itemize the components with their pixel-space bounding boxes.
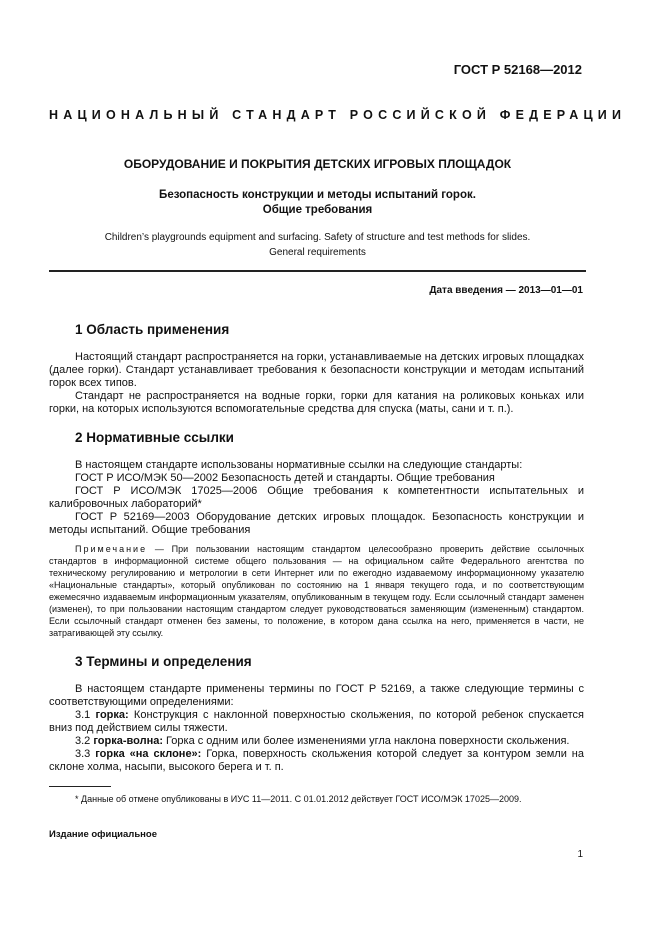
english-title [49,230,586,260]
title-divider [49,270,586,272]
term-3-1-number: 3.1 [75,709,91,721]
document-code: ГОСТ Р 52168—2012 [453,62,582,77]
section-3-heading: 3 Термины и определения [75,654,252,669]
term-3-3-definition: Горка, поверхность скольжения которой следует за контуром земли на склоне холма, насыпи, высокого берега и т. п. [49,748,584,773]
section-2-paragraph-1: В настоящем стандарте использованы нормативные ссылки на следующие стандарты: [75,459,523,471]
english-title-line-1: Children’s playgrounds equipment and surfacing. Safety of structure and test methods for slides. [104,232,531,243]
document-subtitle [49,188,586,218]
normative-reference-1: ГОСТ Р ИСО/МЭК 50—2002 Безопасность детей и стандарты. Общие требования [75,472,495,484]
note-text: — При пользовании настоящим стандартом целесообразно проверить действие ссылочных стандартов в информационной системе общего пользования — на официальном сайте Федерального агентства по техническому регулированию и метрологии в сети Интернет или по ежегодно издаваемому информационному указателю «Национальные стандарты», который опубликован по состоянию на 1 января текущего года, и по соответствующим ежемесячно издаваемым информационным указателям, опубликованным в текущем году. Если ссылочный стандарт заменен (изменен), то при пользовании настоящим стандартом следует руководствоваться заменяющим (измененным) стандартом. Если ссылочный стандарт отменен без замены, то положение, в котором дана ссылка на него, применяется в части, не затрагивающей эту ссылку. [49,544,584,638]
section-1-heading: 1 Область применения [75,322,230,337]
introduction-date: Дата введения — 2013—01—01 [429,285,583,296]
footnote: * Данные об отмене опубликованы в ИУС 11—2011. С 01.01.2012 действует ГОСТ ИСО/МЭК 17025—2009. [75,794,522,804]
normative-reference-2: ГОСТ Р ИСО/МЭК 17025—2006 Общие требования к компетентности испытательных и калибровочных лабораторий* [49,485,584,510]
section-2-heading: 2 Нормативные ссылки [75,430,234,445]
term-3-1-name: горка: [95,709,129,721]
subtitle-line-2: Общие требования [262,204,373,216]
normative-reference-3: ГОСТ Р 52169—2003 Оборудование детских игровых площадок. Безопасность конструкции и методы испытаний. Общие требования [49,511,584,536]
term-3-2-definition: Горка с одним или более изменениями угла наклона поверхности скольжения. [163,735,570,747]
term-3-1 [49,709,584,735]
term-3-2-name: горка-волна: [93,735,163,747]
note-label: Примечание [75,544,148,554]
term-3-3 [49,748,584,774]
document-title: ОБОРУДОВАНИЕ И ПОКРЫТИЯ ДЕТСКИХ ИГРОВЫХ ПЛОЩАДОК [123,157,512,171]
national-standard-heading: НАЦИОНАЛЬНЫЙ СТАНДАРТ РОССИЙСКОЙ ФЕДЕРАЦИИ [49,108,627,122]
edition-label: Издание официальное [49,829,157,840]
term-3-3-name: горка «на склоне»: [95,748,202,760]
subtitle-line-1: Безопасность конструкции и методы испытаний горок. [159,189,476,201]
english-title-line-2: General requirements [269,247,366,258]
term-3-3-number: 3.3 [75,748,91,760]
footnote-divider [49,786,111,787]
page-number: 1 [577,849,583,860]
term-3-1-definition: Конструкция с наклонной поверхностью скольжения, по которой ребенок спускается вниз под действием силы тяжести. [49,709,584,734]
term-3-2-number: 3.2 [75,735,91,747]
term-3-2 [49,735,584,748]
section-1-paragraph-1: Настоящий стандарт распространяется на горки, устанавливаемые на детских игровых площадках (далее горки). Стандарт устанавливает требования к безопасности конструкции и методам испытаний горок всех типов. [49,351,584,389]
reference-note [49,543,584,639]
section-1-paragraph-2: Стандарт не распространяется на водные горки, горки для катания на роликовых коньках или горки, на которых используются вспомогательные средства для спуска (маты, сани и т. п.). [49,390,584,415]
section-3-paragraph-1: В настоящем стандарте применены термины по ГОСТ Р 52169, а также следующие термины с соответствующими определениями: [49,683,584,708]
